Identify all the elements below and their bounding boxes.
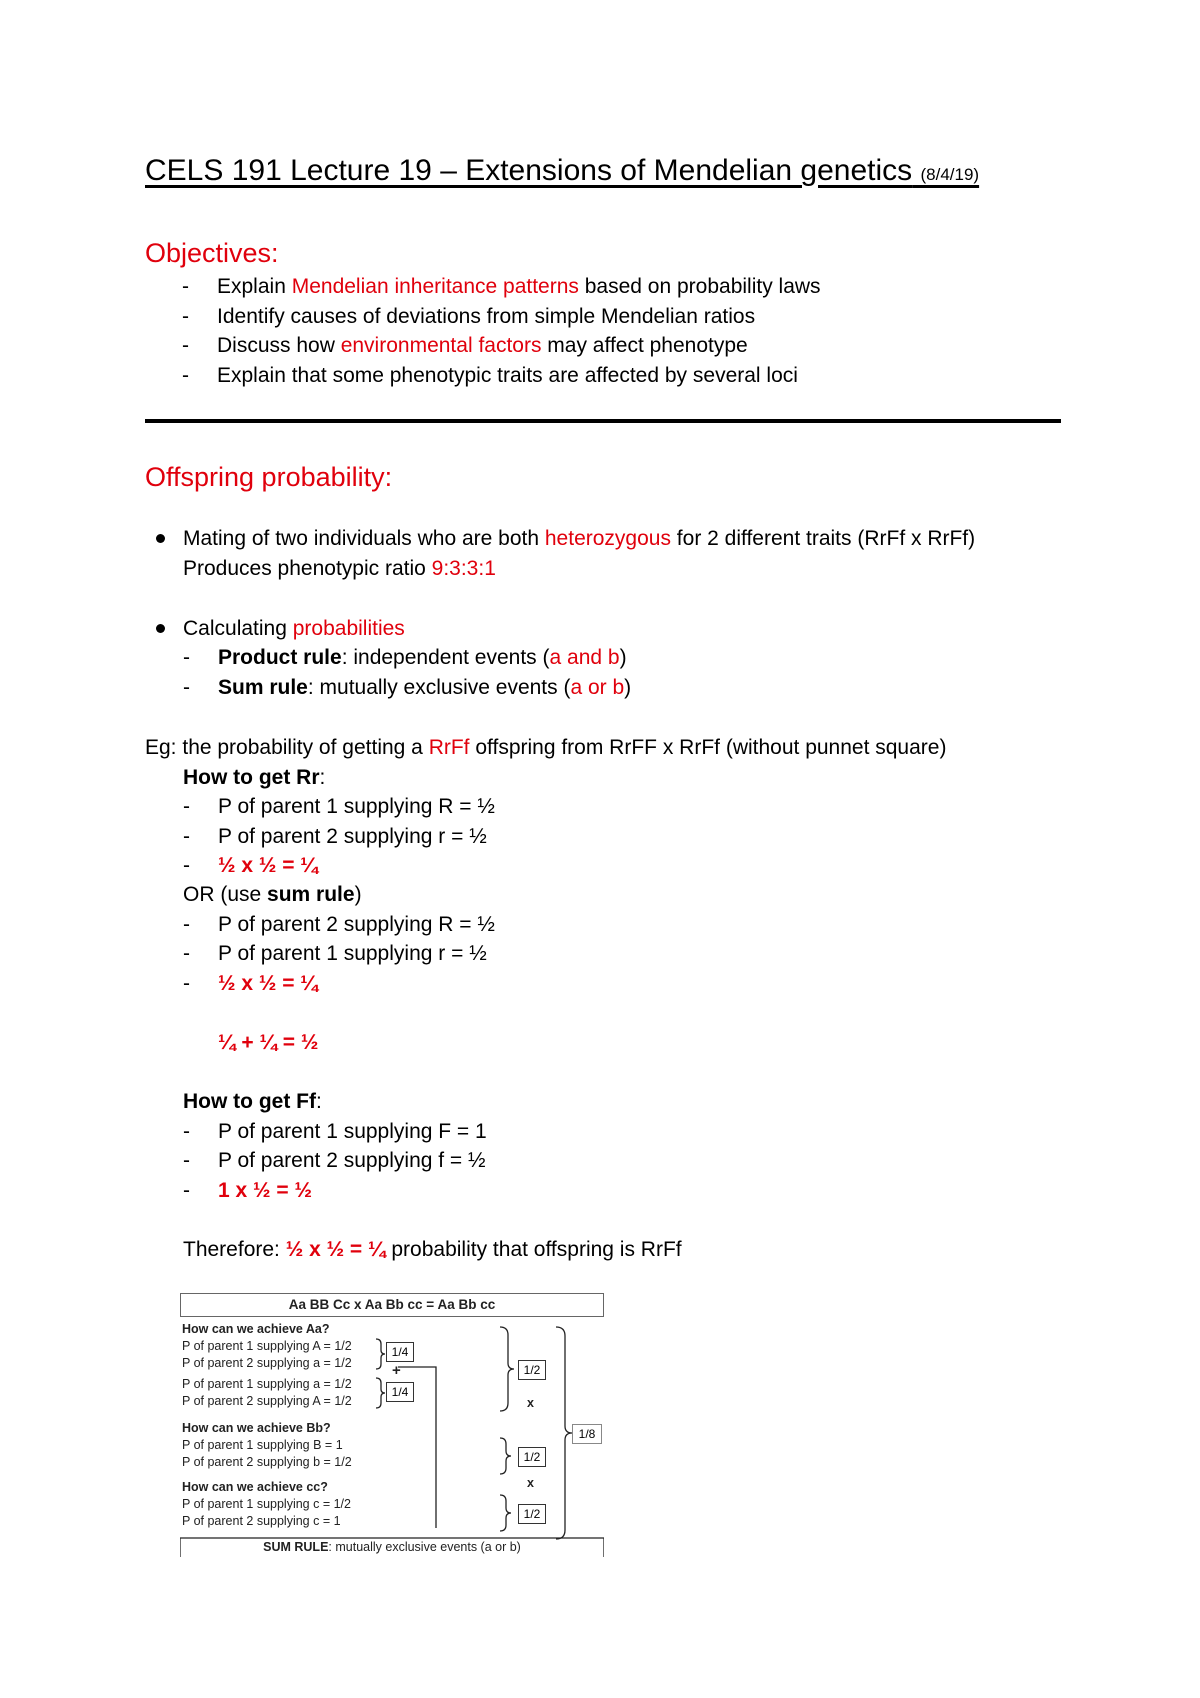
objective-item: - Discuss how environmental factors may affect phenotype xyxy=(182,334,748,357)
plus-sign: + xyxy=(392,1362,401,1379)
figure-line: P of parent 1 supplying B = 1 xyxy=(182,1438,343,1452)
figure-question-aa: How can we achieve Aa? xyxy=(182,1322,330,1336)
example-intro: Eg: the probability of getting a RrFf offspring from RrFF x RrFf (without punnet square) xyxy=(145,736,947,759)
brace-icon xyxy=(376,1339,385,1369)
brace-icon xyxy=(376,1378,385,1408)
ff-heading: How to get Ff: xyxy=(183,1090,322,1113)
half-box: 1/2 xyxy=(518,1447,546,1467)
figure-question-cc: How can we achieve cc? xyxy=(182,1480,328,1494)
or-sum-rule-line: OR (use sum rule) xyxy=(183,883,362,906)
probability-figure xyxy=(180,1293,604,1557)
figure-line: P of parent 2 supplying a = 1/2 xyxy=(182,1356,352,1370)
objective-item: - Identify causes of deviations from simple Mendelian ratios xyxy=(182,305,756,328)
brace-icon xyxy=(556,1327,572,1539)
rr-result: - ½ x ½ = ¼ xyxy=(183,972,318,995)
quarter-box: 1/4 xyxy=(386,1382,414,1402)
rr-step: - P of parent 2 supplying r = ½ xyxy=(183,825,487,848)
rr-step: - P of parent 1 supplying R = ½ xyxy=(183,795,495,818)
half-box: 1/2 xyxy=(518,1504,546,1524)
ff-step: - P of parent 1 supplying F = 1 xyxy=(183,1120,487,1143)
half-box: 1/2 xyxy=(518,1360,546,1380)
title-date: (8/4/19) xyxy=(920,165,980,184)
rr-heading: How to get Rr: xyxy=(183,766,326,789)
figure-line: P of parent 1 supplying c = 1/2 xyxy=(182,1497,351,1511)
title-text: CELS 191 Lecture 19 – Extensions of Mendelian genetics xyxy=(145,154,913,187)
objective-item: - Explain that some phenotypic traits are affected by several loci xyxy=(182,364,798,387)
bullet-text-ratio: Produces phenotypic ratio 9:3:3:1 xyxy=(183,557,496,580)
figure-footer: SUM RULE: mutually exclusive events (a or b) xyxy=(263,1540,521,1554)
ff-step: - P of parent 2 supplying f = ½ xyxy=(183,1149,486,1172)
rr-result: - ½ x ½ = ¼ xyxy=(183,854,318,877)
bullet-icon xyxy=(156,624,165,633)
brace-icon xyxy=(500,1438,511,1474)
times-sign: x xyxy=(527,1396,534,1410)
eighth-box: 1/8 xyxy=(572,1424,602,1444)
figure-line: P of parent 2 supplying b = 1/2 xyxy=(182,1455,352,1469)
figure-question-bb: How can we achieve Bb? xyxy=(182,1421,331,1435)
rr-step: - P of parent 1 supplying r = ½ xyxy=(183,942,487,965)
objective-item: - Explain Mendelian inheritance patterns based on probability laws xyxy=(182,275,821,298)
rr-step: - P of parent 2 supplying R = ½ xyxy=(183,913,495,936)
bullet-text-probabilities: Calculating probabilities xyxy=(183,617,405,640)
offspring-heading: Offspring probability: xyxy=(145,462,393,492)
figure-line: P of parent 1 supplying A = 1/2 xyxy=(182,1339,352,1353)
bullet-icon xyxy=(156,534,165,543)
objectives-heading: Objectives: xyxy=(145,238,279,268)
ff-result: - 1 x ½ = ½ xyxy=(183,1179,312,1202)
horizontal-rule xyxy=(145,419,1061,423)
brace-icon xyxy=(500,1327,514,1411)
figure-line: P of parent 2 supplying c = 1 xyxy=(182,1514,341,1528)
figure-header: Aa BB Cc x Aa Bb cc = Aa Bb cc xyxy=(288,1297,496,1312)
figure-line: P of parent 1 supplying a = 1/2 xyxy=(182,1377,352,1391)
figure-line: P of parent 2 supplying A = 1/2 xyxy=(182,1394,352,1408)
product-rule-line: - Product rule: independent events (a and b) xyxy=(183,646,627,669)
brace-icon xyxy=(500,1495,511,1531)
page-title xyxy=(145,154,979,192)
quarter-box: 1/4 xyxy=(386,1342,414,1362)
therefore-line: Therefore: ½ x ½ = ¼ probability that offspring is RrFf xyxy=(183,1238,682,1261)
times-sign: x xyxy=(527,1476,534,1490)
sum-rule-line: - Sum rule: mutually exclusive events (a or b) xyxy=(183,676,632,699)
bullet-text-heterozygous: Mating of two individuals who are both heterozygous for 2 different traits (RrFf x RrFf) xyxy=(183,527,976,550)
rr-sum-result: ¼ + ¼ = ½ xyxy=(218,1031,319,1054)
